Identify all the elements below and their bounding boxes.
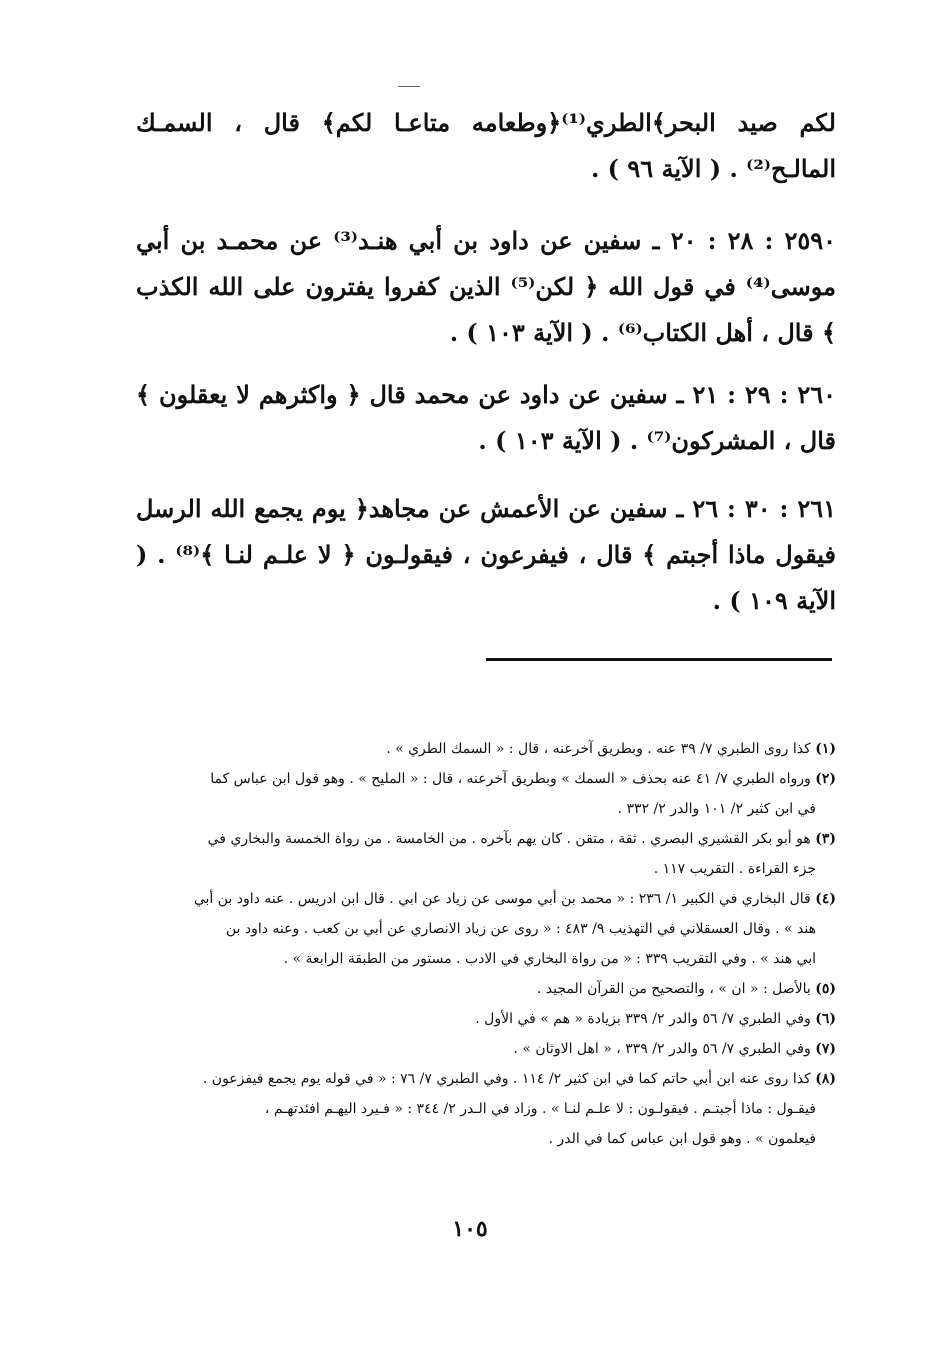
footnote-3-continuation: جزء القراءة . التقريب ١١٧ . bbox=[653, 861, 816, 877]
footnote-3 bbox=[132, 824, 836, 854]
footnote-8-continuation: فيعلمون » . وهو قول ابن عباس كما في الدر . bbox=[548, 1131, 816, 1147]
footnote-text: بالأصل : « ان » ، والتصحيح من القرآن المجيد . bbox=[536, 981, 811, 997]
footnote-8 bbox=[132, 1064, 836, 1094]
paragraph-continuation: لكم صيد البحر﴾الطري⁽¹⁾﴿وطعامه متاعـا لكم﴾ قال ، السمـك المالـح⁽²⁾ . ( الآية ٩٦ ) . bbox=[136, 108, 836, 183]
text-block-3 bbox=[136, 372, 836, 464]
footnote-4-continuation: ابي هند » . وفي التقريب ٣٣٩ : « من رواة البخاري في الادب . مستور من الطبقة الرابعة » . bbox=[283, 951, 816, 967]
footnote-number: (١) bbox=[815, 741, 836, 757]
footnote-text: كذا روى الطبري ٧/ ٣٩ عنه . وبطريق آخرعنه ، قال : « السمك الطري » . bbox=[386, 741, 811, 757]
footnote-7 bbox=[132, 1034, 836, 1064]
footnote-number: (٦) bbox=[815, 1011, 836, 1027]
footnote-number: (٧) bbox=[815, 1041, 836, 1057]
footnote-8-continuation: فيقـول : ماذا أجبتـم . فيقولـون : لا علـم لنـا » . وزاد في الـدر ٢/ ٣٤٤ : « فـيرد اليهـم افئدتهـم ، bbox=[264, 1101, 816, 1117]
footnote-text: كذا روى عنه ابن أبي حاتم كما في ابن كثير ٢/ ١١٤ . وفي الطبري ٧/ ٧٦ : « في قوله يوم يجمع فيفزعون . bbox=[202, 1071, 811, 1087]
footnote-text: وفي الطبري ٧/ ٥٦ والدر ٢/ ٣٣٩ ، « اهل الاوثان » . bbox=[513, 1041, 811, 1057]
text-block-1 bbox=[136, 100, 836, 192]
header-mark bbox=[398, 86, 420, 87]
text-block-4 bbox=[136, 486, 836, 624]
footnote-4-continuation: هند » . وقال العسقلاني في التهذيب ٩/ ٤٨٣ : « روى عن زياد الانصاري عن أبي بن كعب . وعنه داود بن bbox=[225, 921, 816, 937]
paragraph-261: ٢٦١ : ٣٠ : ٢٦ ـ سفين عن الأعمش عن مجاهد﴿ يوم يجمع الله الرسل فيقول ماذا أجبتم ﴾ قال ، فيفرعون ، فيقولـون ﴿ لا علـم لنـا ﴾⁽⁸⁾ . ( الآية ١٠٩ ) . bbox=[136, 494, 837, 615]
paragraph-259: ٢٥٩٠ : ٢٨ : ٢٠ ـ سفين عن داود بن أبي هنـد⁽³⁾ عن محمـد بن أبي موسى⁽⁴⁾ في قول الله ﴿ لكن⁽⁵⁾ الذين كفروا يفترون على الله الكذب ﴾ قال ، أهل الكتاب⁽⁶⁾ . ( الآية ١٠٣ ) . bbox=[136, 226, 836, 347]
footnote-1 bbox=[132, 734, 836, 764]
footnotes bbox=[132, 734, 836, 1154]
footnote-number: (٥) bbox=[815, 981, 836, 997]
footnote-4 bbox=[132, 884, 836, 914]
footnote-text: هو أبو بكر القشيري البصري . ثقة ، متقن . كان يهم بآخره . من الخامسة . من رواة الخمسة والبخاري في bbox=[207, 831, 811, 847]
footnote-number: (٤) bbox=[815, 891, 836, 907]
footnote-text: ورواه الطبري ٧/ ٤١ عنه بحذف « السمك » وبطريق آخرعنه ، قال : « المليح » . وهو قول ابن عباس كما bbox=[210, 771, 811, 787]
page-number: ١٠٥ bbox=[452, 1216, 488, 1242]
paragraph-260: ٢٦٠ : ٢٩ : ٢١ ـ سفين عن داود عن محمد قال ﴿ واكثرهم لا يعقلون ﴾ قال ، المشركون⁽⁷⁾ . ( الآية ١٠٣ ) . bbox=[136, 380, 837, 455]
footnote-number: (٣) bbox=[815, 831, 836, 847]
footnote-text: قال البخاري في الكبير ١/ ٢٣٦ : « محمد بن أبي موسى عن زياد عن ابي . قال ابن ادريس . عنه داود بن أبي bbox=[193, 891, 811, 907]
footnote-5 bbox=[132, 974, 836, 1004]
footnote-6 bbox=[132, 1004, 836, 1034]
footnote-text: وفي الطبري ٧/ ٥٦ والدر ٢/ ٣٣٩ بزيادة « هم » في الأول . bbox=[475, 1011, 811, 1027]
footnote-2-continuation: في ابن كثير ٢/ ١٠١ والدر ٢/ ٣٣٢ . bbox=[617, 801, 816, 817]
footnote-number: (٨) bbox=[815, 1071, 836, 1087]
footnote-2 bbox=[132, 764, 836, 794]
text-block-2 bbox=[136, 218, 836, 356]
footnote-number: (٢) bbox=[815, 771, 836, 787]
footnote-separator bbox=[486, 658, 832, 661]
